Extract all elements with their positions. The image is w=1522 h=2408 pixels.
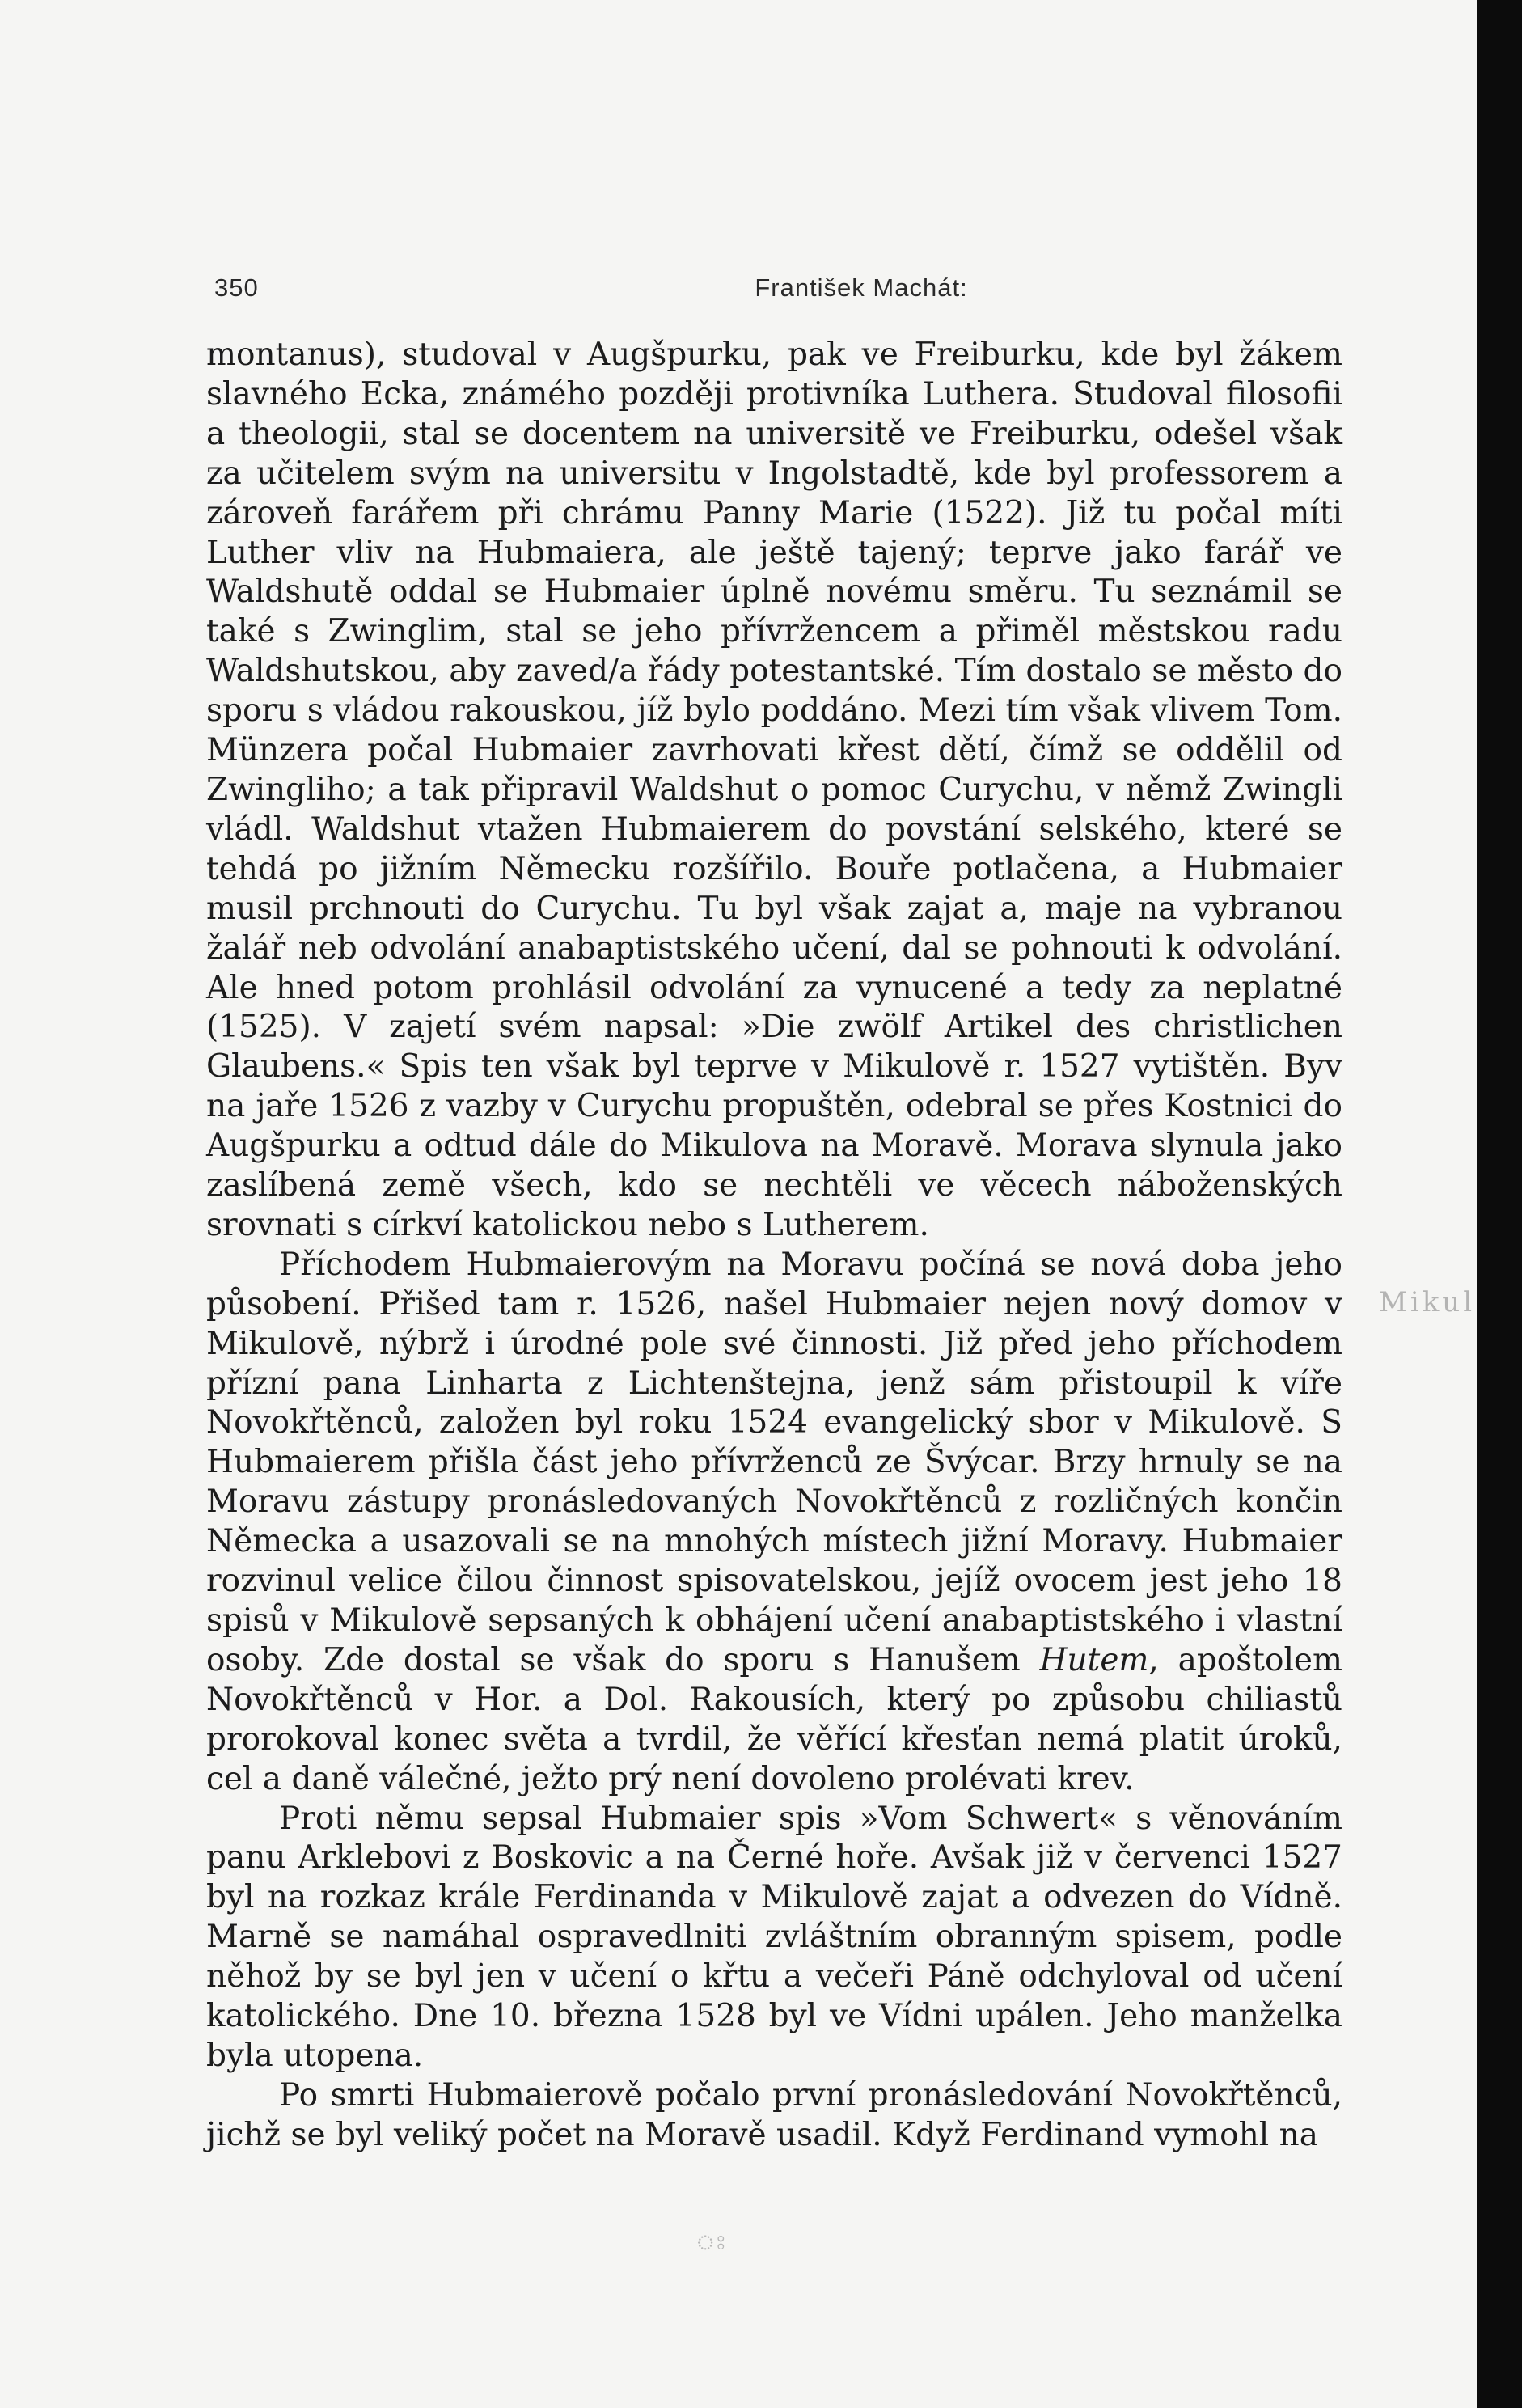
- paragraph-3-text: Proti němu sepsal Hubmaier spis »Vom Schwert« s věnováním panu Arklebovi z Boskovic a na Černé hoře. Avšak již v červenci 1527 byl na rozkaz krále Ferdinanda v Mikulově zajat a odvezen do Vídně. Marně se namáhal ospravedlniti zvláštním obranným spisem, podle něhož by se byl jen v učení o křtu a večeři Páně odchyloval od učení katolického. Dne 10. března 1528 byl ve Vídni upálen. Jeho manželka byla utopena.: [206, 1800, 1342, 2074]
- page-header: [214, 259, 1338, 307]
- running-head: František Machát:: [755, 273, 968, 302]
- paragraph-1-text: montanus), studoval v Augšpurku, pak ve Freiburku, kde byl žákem slavného Ecka, známého později protivníka Luthera. Studoval filosofii a theologii, stal se docentem na universitě ve Freiburku, odešel však za učitelem svým na universitu v Ingolstadtě, kde byl professorem a zároveň farářem při chrámu Panny Marie (1522). Již tu počal míti Luther vliv na Hubmaiera, ale ještě tajený; teprve jako farář ve Waldshutě oddal se Hubmaier úplně novému směru. Tu seznámil se také s Zwinglim, stal se jeho přívržencem a přiměl městskou radu Waldshutskou, aby zaved/a řády potestantské. Tím dostalo se město do sporu s vládou rakouskou, jíž bylo poddáno. Mezi tím však vlivem Tom. Münzera počal Hubmaier zavrhovati křest dětí, čímž se oddělil od Zwingliho; a tak připravil Waldshut o pomoc Curychu, v němž Zwingli vládl. Waldshut vtažen Hubmaierem do povstání selského, které se tehdá po jižním Německu rozšířilo. Bouře potlačena, a Hubmaier musil prchnouti do Curychu. Tu byl však zajat a, maje na vybranou žalář neb odvolání anabaptistského učení, dal se pohnouti k odvolání. Ale hned potom prohlásil odvolání za vynucené a tedy za neplatné (1525). V zajetí svém napsal: »Die zwölf Artikel des christlichen Glaubens.« Spis ten však byl teprve v Mikulově r. 1527 vytištěn. Byv na jaře 1526 z vazby v Curychu propuštěn, odebral se přes Kostnici do Augšpurku a odtud dále do Mikulova na Moravě. Morava slynula jako zaslíbená země všech, kdo se nechtěli ve věcech náboženských srovnati s církví katolickou nebo s Lutherem.: [206, 336, 1342, 1243]
- handwritten-margin-note: Mikul: [1379, 1286, 1476, 1318]
- paragraph-2-italic-name: Hutem: [1039, 1641, 1149, 1678]
- paragraph-2: [206, 1246, 1342, 1800]
- paragraph-2-tail: , apoštolem Novokřtěnců v Hor. a Dol. Rakousích, který po způsobu chiliastů prorokoval konec světa a tvrdil, že věřící křesťan nemá platit úroků, cel a daně válečné, ježto prý není dovoleno prolévati krev.: [206, 1641, 1342, 1797]
- scan-speck: ঃ: [695, 2231, 727, 2255]
- body-text: [206, 336, 1342, 2156]
- paragraph-2-text: Příchodem Hubmaierovým na Moravu počíná se nová doba jeho působení. Přišed tam r. 1526, našel Hubmaier nejen nový domov v Mikulově, nýbrž i úrodné pole své činnosti. Již před jeho příchodem přízní pana Linharta z Lichtenštejna, jenž sám přistoupil k víře Novokřtěnců, založen byl roku 1524 evangelický sbor v Mikulově. S Hubmaierem přišla část jeho přívrženců ze Švýcar. Brzy hrnuly se na Moravu zástupy pronásledovaných Novokřtěnců z rozličných končin Německa a usazovali se na mnohých místech jižní Moravy. Hubmaier rozvinul velice čilou činnost spisovatelskou, jejíž ovocem jest jeho 18 spisů v Mikulově sepsaných k obhájení učení anabaptistského i vlastní osoby. Zde dostal se však do sporu s Hanušem: [206, 1246, 1342, 1678]
- paragraph-3: [206, 1800, 1342, 2076]
- page-number: 350: [214, 273, 259, 302]
- paragraph-4: [206, 2076, 1342, 2156]
- paragraph-4-text: Po smrti Hubmaierově počalo první pronásledování Novokřtěnců, jichž se byl veliký počet na Moravě usadil. Když Ferdinand vymohl na: [206, 2076, 1342, 2153]
- paragraph-1: [206, 336, 1342, 1246]
